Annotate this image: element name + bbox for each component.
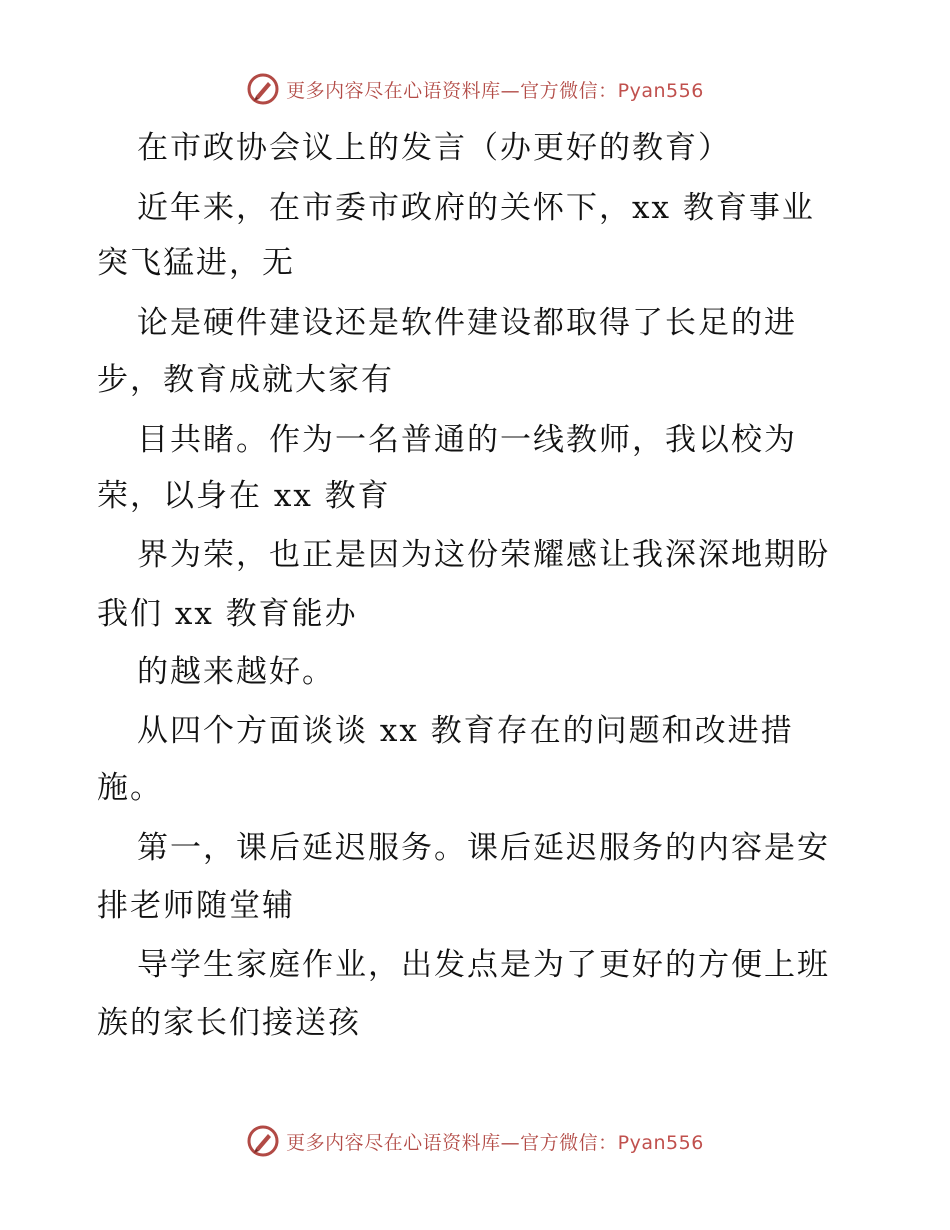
pen-logo-icon: [246, 72, 280, 106]
paragraph-line: 论是硬件建设还是软件建设都取得了长足的进: [137, 305, 797, 341]
paragraph-line: 突飞猛进，无: [97, 245, 295, 281]
paragraph-line: 荣，以身在 xx 教育: [97, 478, 391, 514]
paragraph-line: 我们 xx 教育能办: [97, 596, 358, 632]
paragraph-line: 导学生家庭作业，出发点是为了更好的方便上班: [137, 947, 830, 983]
header-watermark: [0, 72, 950, 106]
watermark-text: 更多内容尽在心语资料库—官方微信：Pyan556: [286, 1131, 704, 1154]
paragraph-line: 界为荣，也正是因为这份荣耀感让我深深地期盼: [137, 537, 830, 573]
footer-watermark: [0, 1124, 950, 1158]
document-title: 在市政协会议上的发言（办更好的教育）: [137, 130, 731, 166]
paragraph-line: 从四个方面谈谈 xx 教育存在的问题和改进措: [137, 713, 794, 749]
paragraph-line: 族的家长们接送孩: [97, 1005, 361, 1041]
paragraph-line: 步，教育成就大家有: [97, 362, 394, 398]
pen-logo-icon: [246, 1124, 280, 1158]
watermark-text: 更多内容尽在心语资料库—官方微信：Pyan556: [286, 79, 704, 102]
paragraph-line: 的越来越好。: [137, 654, 335, 690]
paragraph-line: 第一，课后延迟服务。课后延迟服务的内容是安: [137, 830, 830, 866]
paragraph-line: 目共睹。作为一名普通的一线教师，我以校为: [137, 422, 797, 458]
paragraph-line: 近年来，在市委市政府的关怀下，xx 教育事业: [137, 190, 815, 226]
paragraph-line: 施。: [97, 770, 163, 806]
paragraph-line: 排老师随堂辅: [97, 888, 295, 924]
